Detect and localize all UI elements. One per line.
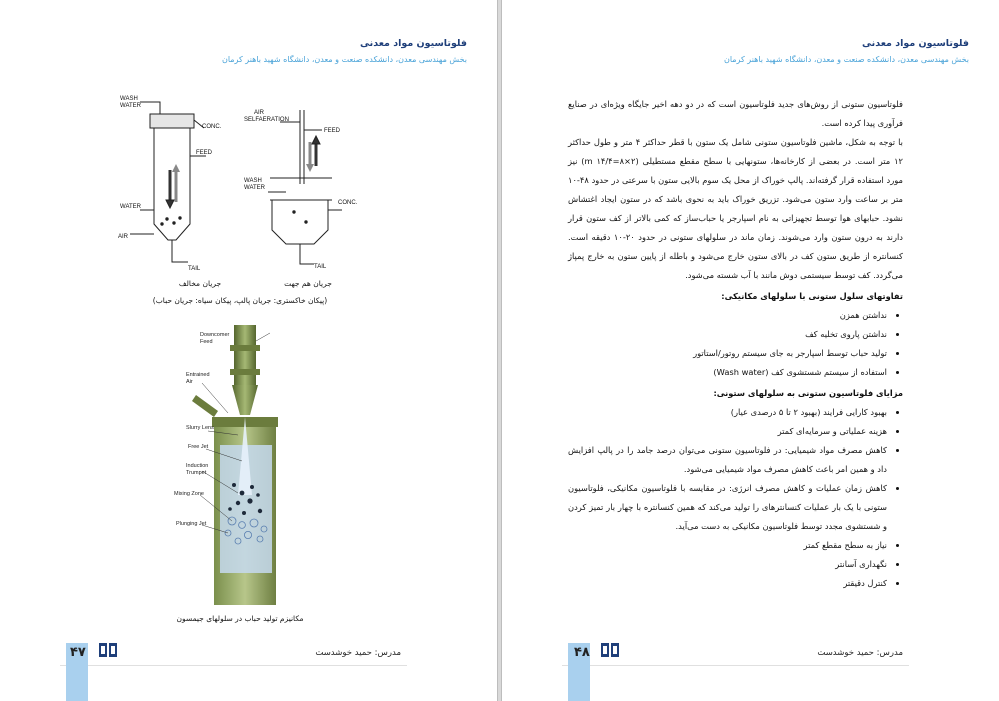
page-number: ۴۷	[70, 645, 86, 660]
list-item: • کاهش مصرف مواد شیمیایی: در فلوتاسیون ستونی می‌توان درصد جامد را در پالپ افزایش داد و همین امر باعث کاهش مصرف مواد شیمیایی می‌شود.	[568, 441, 887, 479]
footer-teacher: مدرس: حمید خوشدست	[315, 648, 401, 658]
jameson-label-entrained-air: Entrained Air	[186, 372, 210, 385]
page-number: ۴۸	[574, 645, 590, 660]
label-air-selfaeration: AIR	[254, 110, 265, 116]
label-conc: CONC.	[202, 124, 222, 130]
jameson-label-mixing-zone: Mixing Zone	[174, 491, 204, 497]
list-item: • تولید حباب توسط اسپارجر به جای سیستم روتور/استاتور	[568, 344, 887, 363]
label-conc-2: CONC.	[338, 200, 358, 206]
jameson-label-free-jet: Free Jet	[188, 444, 209, 450]
list-item: • کاهش زمان عملیات و کاهش مصرف انرژی: در مقایسه با فلوتاسیون مکانیکی، فلوتاسیون ستونی با یک بار عملیات کنسانترهای را تولید می‌کند که همین کنسانتره با چهار بار تمیز کردن و شستشوی مجدد توسط فلوتاسیون مکانیکی به دست می‌آید.	[568, 479, 887, 536]
header-title: فلوتاسیون مواد معدنی	[360, 38, 467, 49]
jameson-label-slurry-lens: Slurry Lens	[186, 425, 214, 431]
header-title: فلوتاسیون مواد معدنی	[862, 38, 969, 49]
left-page	[0, 0, 498, 701]
label-feed: FEED	[196, 150, 213, 156]
footer-teacher: مدرس: حمید خوشدست	[817, 648, 903, 658]
header-subtitle: بخش مهندسی معدن، دانشکده صنعت و معدن، دانشگاه شهید باهنر کرمان	[723, 55, 969, 64]
list-item: • نگهداری آسانتر	[568, 555, 887, 574]
caption-jameson: مکانیزم تولید حباب در سلولهای جیمسون	[176, 614, 304, 623]
list-item: • نداشتن پاروی تخلیه کف	[568, 325, 887, 344]
differences-heading: تفاوتهای سلول ستونی با سلولهای مکانیکی:	[721, 291, 903, 301]
advantages-heading: مزایای فلوتاسیون ستونی به سلولهای ستونی:	[713, 388, 903, 398]
label-wash-water: WASH	[120, 96, 138, 102]
header-subtitle: بخش مهندسی معدن، دانشکده صنعت و معدن، دانشگاه شهید باهنر کرمان	[221, 55, 467, 64]
footer-divider	[562, 665, 909, 666]
list-item: • بهبود کارایی فرایند (بهبود ۲ تا ۵ درصدی عیار)	[568, 403, 887, 422]
paragraph-description: با توجه به شکل، ماشین فلوتاسیون ستونی شامل یک ستون با قطر حداکثر ۴ متر و طول حداکثر ۱۲ متر است. در بعضی از کارخانه‌ها، ستونهایی با سطح مقطع مستطیلی (۲×۸=۱۴/۴ m) نیز مورد استفاده قرار گرفته‌اند. پالپ خوراک از محل یک سوم بالایی ستون با سرعتی در حدود ۴۸-۱۰ متر بر ساعت وارد ستون می‌شود. تزریق خوراک باید به نحوی باشد که در ستون ایجاد اغتشاش نشود. حبابهای هوا توسط تجهیزاتی به نام اسپارجر یا حباب‌ساز که کمی بالاتر از کف ستون قرار دارند به درون ستون وارد می‌شوند. زمان ماند در سلولهای ستونی در حدود ۲۰-۱۰ دقیقه است. کنسانتره از طریق ستون کف در بالای ستون خارج می‌شود و باطله از پایین ستون به خارج پمپاژ می‌گردد. کف توسط سیستمی دوش مانند با آب شسته می‌شود.	[568, 137, 904, 280]
body-text	[568, 95, 903, 593]
label-air: AIR	[118, 234, 129, 240]
jameson-label-plunging-jet: Plunging Jet	[176, 521, 207, 527]
jameson-label-downcomer: Downcomer Feed	[200, 332, 230, 345]
label-wash-water-3: WASH	[244, 178, 262, 184]
university-logo-icon	[599, 641, 621, 659]
label-tail: TAIL	[188, 266, 201, 272]
list-item: • نداشتن همزن	[568, 306, 887, 325]
footer-divider	[60, 665, 407, 666]
list-item: • استفاده از سیستم شستشوی کف (Wash water)	[568, 363, 887, 382]
list-item: • هزینه عملیاتی و سرمایه‌ای کمتر	[568, 422, 887, 441]
countercurrent-column	[130, 102, 206, 262]
university-logo-icon	[97, 641, 119, 659]
right-page	[501, 0, 999, 701]
label-wash-water-4: WATER	[244, 185, 265, 191]
advantages-list	[568, 403, 903, 593]
label-feed-2: FEED	[324, 128, 341, 134]
caption-arrows: (پیکان خاکستری: جریان پالپ، پیکان سیاه: جریان حباب)	[152, 296, 328, 305]
caption-cocurrent: جریان هم جهت	[284, 279, 332, 288]
differences-list	[568, 306, 903, 382]
label-water: WATER	[120, 204, 141, 210]
paragraph-intro: فلوتاسیون ستونی از روش‌های جدید فلوتاسیون است که در دو دهه اخیر جایگاه ویژه‌ای در صنایع فرآوری پیدا کرده است.	[568, 99, 903, 128]
caption-countercurrent: جریان مخالف	[178, 279, 222, 288]
label-wash-water-2: WATER	[120, 103, 141, 109]
label-air-selfaeration-2: SELFAERATION	[244, 117, 289, 123]
list-item: • نیاز به سطح مقطع کمتر	[568, 536, 887, 555]
column-flotation-diagram	[110, 92, 370, 277]
jameson-label-induction-trumpet: Induction Trumpet	[186, 463, 209, 476]
list-item: • کنترل دقیقتر	[568, 574, 887, 593]
label-tail-2: TAIL	[314, 264, 327, 270]
